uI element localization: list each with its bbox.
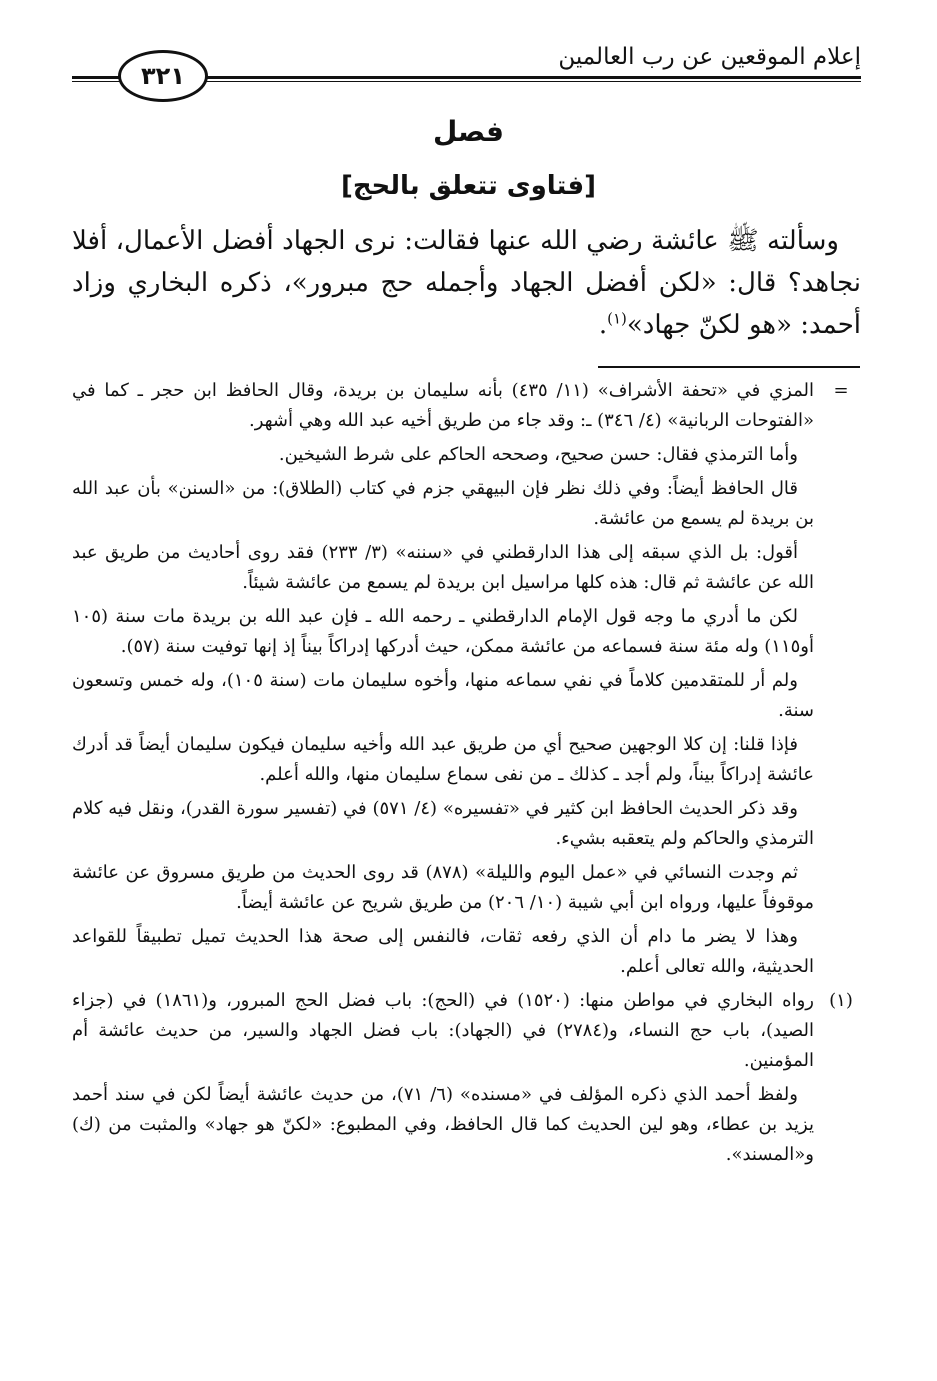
footnote-paragraph: وأما الترمذي فقال: حسن صحيح، وصححه الحاكم على شرط الشيخين. <box>278 444 798 465</box>
footnote-ref: (١) <box>607 309 627 328</box>
footnote-1 <box>72 986 861 1170</box>
main-paragraph-text: وسألته ﷺ عائشة رضي الله عنها فقالت: نرى الجهاد أفضل الأعمال، أفلا نجاهد؟ قال: «لكن أفضل الجهاد وأجمله حج مبرور»، ذكره البخاري وزاد أحمد: «هو لكنّ جهاد» <box>72 226 861 340</box>
main-body <box>72 220 861 346</box>
footnote-paragraph: فإذا قلنا: إن كلا الوجهين صحيح أي من طريق عبد الله وأخيه سليمان فيكون سليمان أيضاً قد أدرك عائشة إدراكاً بيناً، ولم أجد ـ كذلك ـ من نفى سماع سليمان منها، والله أعلم. <box>72 734 814 785</box>
footnote-paragraph: لكن ما أدري ما وجه قول الإمام الدارقطني ـ رحمه الله ـ فإن عبد الله بن بريدة مات سنة (١٠٥ أو١١٥) وله مئة سنة فسماعه من عائشة ممكن، حيث أدركها إدراكاً بيناً إذ إنها توفيت سنة (٥٧). <box>72 606 814 657</box>
footnote-paragraph: رواه البخاري في مواطن منها: (١٥٢٠) في (الحج): باب فضل الحج المبرور، و(١٨٦١) في (جزاء الصيد)، باب حج النساء، و(٢٧٨٤) في (الجهاد): باب فضل الجهاد والسير، من حديث عائشة أم المؤمنين. <box>72 990 814 1071</box>
page-number-text: ٣٢١ <box>141 62 185 90</box>
footnote-1-marker: (١) <box>829 990 853 1011</box>
footnote-paragraph: ولفظ أحمد الذي ذكره المؤلف في «مسنده» (٦/ ٧١)، من حديث عائشة أيضاً لكن في سند أحمد يزيد بن عطاء، وهو لين الحديث كما قال الحافظ، وفي المطبوع: «لكنّ هو جهاد» والمثبت من (ك) و«المسند». <box>72 1084 814 1165</box>
footnote-paragraph: ثم وجدت النسائي في «عمل اليوم والليلة» (٨٧٨) قد روى الحديث من طريق مسروق عن عائشة موقوفاً عليها، ورواه ابن أبي شيبة (١٠/ ٢٠٦) من طريق شريح عن عائشة أيضاً. <box>72 862 814 913</box>
subheading: [فتاوى تتعلق بالحج] <box>340 171 597 201</box>
running-title: إعلام الموقعين عن رب العالمين <box>558 44 861 70</box>
section-heading: فصل <box>433 115 504 148</box>
footnote-continuation <box>72 376 861 982</box>
footnote-paragraph: المزي في «تحفة الأشراف» (١١/ ٤٣٥) بأنه سليمان بن بريدة، وقال الحافظ ابن حجر ـ كما في «الفتوحات الربانية» (٤/ ٣٤٦) ـ: وقد جاء من طريق أخيه عبد الله وهي أشهر. <box>72 380 814 431</box>
footnote-paragraph: وقد ذكر الحديث الحافظ ابن كثير في «تفسيره» (٤/ ٥٧١) في (تفسير سورة القدر)، ونقل فيه كلام الترمذي والحاكم ولم يتعقبه بشيء. <box>72 798 814 849</box>
footnote-paragraph: ولم أر للمتقدمين كلاماً في نفي سماعه منها، وأخوه سليمان مات (سنة ١٠٥)، وله خمس وتسعون سنة. <box>72 670 814 721</box>
main-paragraph <box>72 220 861 346</box>
page-number <box>118 50 208 102</box>
footnote-paragraph: وهذا لا يضر ما دام أن الذي رفعه ثقات، فالنفس إلى صحة هذا الحديث تميل تطبيقاً للقواعد الحديثية، والله تعالى أعلم. <box>72 926 814 977</box>
main-paragraph-end: . <box>598 310 608 340</box>
footnote-separator <box>598 366 860 368</box>
footnote-paragraph: أقول: بل الذي سبقه إلى هذا الدارقطني في «سننه» (٣/ ٢٣٣) فقد روى أحاديث من طريق عبد الله عن عائشة ثم قال: هذه كلها مراسيل ابن بريدة لم يسمع من عائشة شيئاً. <box>72 542 814 593</box>
continuation-marker: = <box>833 380 849 401</box>
footnote-paragraph: قال الحافظ أيضاً: وفي ذلك نظر فإن البيهقي جزم في كتاب (الطلاق): من «السنن» بأن عبد الله بن بريدة لم يسمع من عائشة. <box>72 478 814 529</box>
footnotes <box>72 376 861 1174</box>
